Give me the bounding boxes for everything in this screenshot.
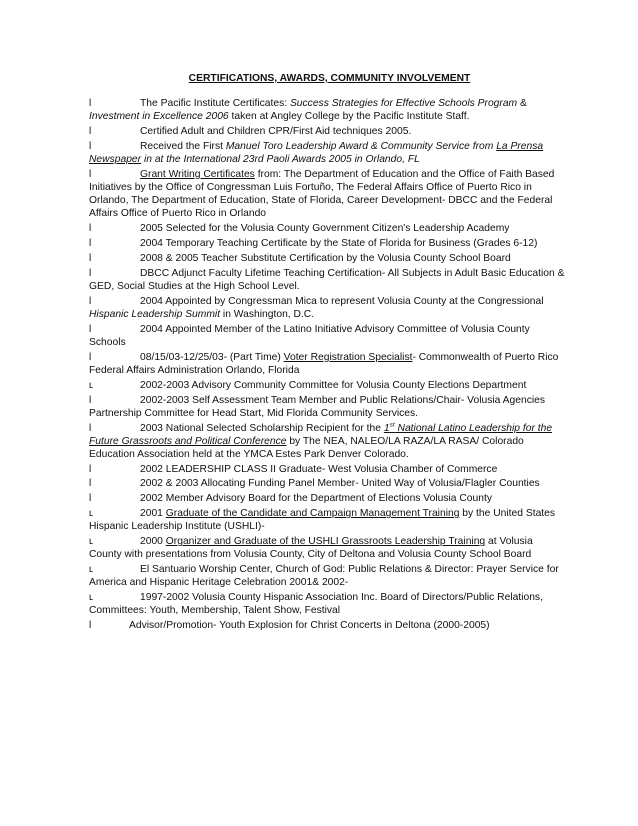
- bullet-icon: l: [89, 267, 92, 279]
- item-text: taken at Angley College by the Pacific Institute Staff.: [228, 111, 470, 123]
- list-item-substitute-certification: [89, 252, 568, 265]
- item-text: - Commonwealth of Puerto Rico Federal Affairs Administration Orlando, Florida: [89, 351, 559, 376]
- bullet-icon: l: [89, 252, 92, 264]
- ordinal-suffix: st: [389, 421, 395, 429]
- bullet-icon: l: [89, 98, 92, 109]
- bullet-icon: l: [89, 168, 92, 180]
- list-item-youth-explosion: [89, 619, 568, 632]
- list-item-grant-writing: [89, 168, 568, 220]
- list-item-grassroots-training: [89, 535, 568, 561]
- item-text: DBCC Adjunct Faculty Lifetime Teaching Certification- All Subjects in Adult Basic Education & GED, Social Studies at the High School Level.: [89, 267, 565, 292]
- conference-name: National Latino Leadership for the Future Grassroots and Political Conference: [89, 422, 553, 447]
- item-text: 2002-2003 Advisory Community Committee for Volusia County Elections Department: [140, 379, 527, 391]
- list-item-hispanic-association: [89, 591, 568, 617]
- bullet-icon: ʟ: [89, 592, 94, 604]
- item-text: 2002 LEADERSHIP CLASS II Graduate- West Volusia Chamber of Commerce: [140, 463, 498, 475]
- page-title: CERTIFICATIONS, AWARDS, COMMUNITY INVOLVEMENT: [188, 73, 471, 84]
- list-item-latino-initiative: [89, 323, 568, 349]
- bullet-icon: l: [89, 463, 92, 475]
- program-title: Investment in Excellence 2006: [89, 111, 229, 123]
- program-title: Success Strategies for Effective Schools Program: [289, 98, 518, 109]
- training-title: Graduate of the Candidate and Campaign Management Training: [165, 508, 460, 520]
- item-text: 2005 Selected for the Volusia County Government Citizen's Leadership Academy: [140, 223, 510, 235]
- item-text: 2008 & 2005 Teacher Substitute Certification by the Volusia County School Board: [140, 252, 511, 264]
- item-text: The Pacific Institute Certificates:: [140, 98, 290, 109]
- bullet-icon: ʟ: [89, 508, 94, 520]
- item-text: 2002 & 2003 Allocating Funding Panel Member- United Way of Volusia/Flagler Counties: [140, 478, 540, 490]
- bullet-icon: l: [89, 620, 92, 632]
- list-item-elections-board: [89, 492, 568, 505]
- item-text: 2004 Appointed Member of the Latino Initiative Advisory Committee of Volusia County Schools: [89, 323, 530, 348]
- item-text: El Santuario Worship Center, Church of God: Public Relations & Director: Prayer Service for America and Hispanic Heritage Celebration 2001& 2002-: [89, 564, 559, 589]
- item-text: 1997-2002 Volusia County Hispanic Association Inc. Board of Directors/Public Relations, Committees: Youth, Membership, Talent Show, Festival: [89, 592, 543, 617]
- summit-title: Hispanic Leadership Summit: [89, 308, 221, 320]
- training-title: Organizer and Graduate of the USHLI Grassroots Leadership Training: [165, 536, 486, 548]
- bullet-icon: l: [89, 223, 92, 235]
- list-item-united-way: [89, 477, 568, 490]
- item-text: from: The Department of Education and the Office of Faith Based Initiatives by the Office of Congressman Luis Fortuño, The Federal Affairs Office of Puerto Rico in Orlando, The Department of Education, State of Florida, Career Development- DBCC and the Federal Affairs Office of Puerto Rico in Orlando: [89, 168, 555, 220]
- item-text: by the United States Hispanic Leadership Institute (USHLI)-: [89, 508, 556, 533]
- ordinal-number: 1: [383, 422, 390, 434]
- item-text: 08/15/03-12/25/03- (Part Time): [140, 351, 284, 363]
- list-item-el-santuario: [89, 563, 568, 589]
- bullet-icon: l: [89, 394, 92, 406]
- item-text: 2002 Member Advisory Board for the Department of Elections Volusia County: [140, 493, 492, 505]
- list-item-voter-registration: [89, 351, 568, 377]
- bullet-icon: l: [89, 422, 92, 434]
- item-text: in at the International 23rd Paoli Awards 2005 in Orlando, FL: [141, 153, 420, 165]
- item-text: Received the First: [140, 140, 226, 152]
- list-item-leadership-academy: [89, 222, 568, 235]
- item-text: 2001: [140, 508, 166, 520]
- newspaper-name: La Prensa Newspaper: [89, 140, 544, 165]
- bullet-icon: l: [89, 140, 92, 152]
- list-item-advisory-committee: [89, 379, 568, 392]
- list-item-toro-award: [89, 140, 568, 166]
- certificate-title: Grant Writing Certificates: [140, 168, 255, 180]
- item-text: Advisor/Promotion- Youth Explosion for Christ Concerts in Deltona (2000-2005): [129, 620, 490, 632]
- item-text: 2002-2003 Self Assessment Team Member and Public Relations/Chair- Volusia Agencies Partnership Committee for Head Start, Mid Florida Community Services.: [89, 394, 546, 419]
- bullet-icon: l: [89, 351, 92, 363]
- item-text: 2003 National Selected Scholarship Recipient for the: [140, 422, 384, 434]
- list-item-dbcc-adjunct: [89, 267, 568, 293]
- list-item-cpr: [89, 125, 568, 138]
- job-title: Voter Registration Specialist: [283, 351, 413, 363]
- bullet-icon: ʟ: [89, 379, 94, 391]
- list-item-self-assessment: [89, 394, 568, 420]
- bullet-icon: ʟ: [89, 564, 94, 576]
- bullet-icon: l: [89, 478, 92, 490]
- item-text: Certified Adult and Children CPR/First Aid techniques 2005.: [140, 125, 412, 137]
- list-item-leadership-class: [89, 463, 568, 476]
- item-text: at Volusia County with presentations from Volusia County, City of Deltona and Volusia County School Board: [89, 536, 533, 561]
- item-text: &: [517, 98, 527, 109]
- list-item-pacific-institute: [89, 97, 568, 123]
- list-item-campaign-training: [89, 507, 568, 533]
- item-text: 2004 Temporary Teaching Certificate by the State of Florida for Business (Grades 6-12): [140, 237, 538, 249]
- list-item-teaching-certificate: [89, 237, 568, 250]
- bullet-icon: l: [89, 295, 92, 307]
- item-text: 2004 Appointed by Congressman Mica to represent Volusia County at the Congressional: [140, 295, 544, 307]
- list-item-scholarship: [89, 422, 568, 461]
- award-title: Manuel Toro Leadership Award & Community Service from: [225, 140, 494, 152]
- bullet-icon: l: [89, 323, 92, 335]
- item-text: in Washington, D.C.: [220, 308, 315, 320]
- bullet-icon: l: [89, 493, 92, 505]
- item-text: by The NEA, NALEO/LA RAZA/LA RASA/ Colorado Education Association held at the YMCA Estes Park Denver Colorado.: [89, 435, 524, 460]
- item-text: 2000: [140, 536, 166, 548]
- bullet-icon: l: [89, 237, 92, 249]
- bullet-icon: ʟ: [89, 536, 94, 548]
- list-item-congressional-summit: [89, 295, 568, 321]
- bullet-icon: l: [89, 125, 92, 137]
